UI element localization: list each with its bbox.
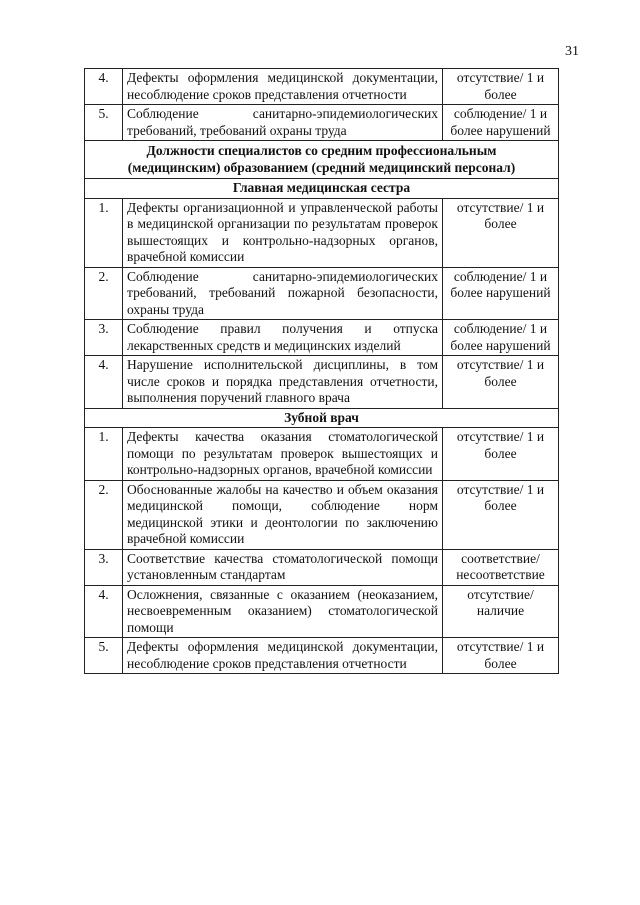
row-criterion: Дефекты оформления медицинской документации, несоблюдение сроков представления отчетности: [123, 638, 443, 674]
row-number: 1.: [85, 198, 123, 267]
subsection-heading-row: [85, 179, 559, 199]
table-row: [85, 356, 559, 409]
row-value: отсутствие/ 1 и более: [443, 638, 559, 674]
row-value: соблюдение/ 1 и более нарушений: [443, 267, 559, 320]
row-value: отсутствие/ 1 и более: [443, 428, 559, 481]
row-number: 2.: [85, 267, 123, 320]
row-criterion: Дефекты оформления медицинской документации, несоблюдение сроков представления отчетности: [123, 69, 443, 105]
table-row: [85, 549, 559, 585]
row-criterion: Дефекты организационной и управленческой работы в медицинской организации по результатам проверок вышестоящих и контрольно-надзорных органов, врачебной комиссии: [123, 198, 443, 267]
section-heading-line-2: (медицинским) образованием (средний медицинский персонал): [127, 159, 516, 175]
row-criterion: Соблюдение правил получения и отпуска лекарственных средств и медицинских изделий: [123, 320, 443, 356]
table-row: [85, 428, 559, 481]
table-row: [85, 638, 559, 674]
row-number: 2.: [85, 480, 123, 549]
row-number: 4.: [85, 585, 123, 638]
row-value: отсутствие/ наличие: [443, 585, 559, 638]
row-criterion: Соблюдение санитарно-эпидемиологических требований, требований охраны труда: [123, 105, 443, 141]
section-heading-row: [85, 141, 559, 179]
row-criterion: Дефекты качества оказания стоматологической помощи по результатам проверок вышестоящих и контрольно-надзорных органов, врачебной комиссии: [123, 428, 443, 481]
section-heading: [85, 141, 559, 179]
page-number: 31: [565, 44, 579, 59]
table-row: [85, 69, 559, 105]
table-row: [85, 320, 559, 356]
row-criterion: Осложнения, связанные с оказанием (неоказанием, несвоевременным оказанием) стоматологической помощи: [123, 585, 443, 638]
criteria-table: [84, 68, 559, 674]
subsection-title: Зубной врач: [85, 408, 559, 428]
row-value: соблюдение/ 1 и более нарушений: [443, 105, 559, 141]
section-heading-line-1: Должности специалистов со средним профессиональным: [146, 143, 497, 158]
row-criterion: Соблюдение санитарно-эпидемиологических требований, требований пожарной безопасности, охраны труда: [123, 267, 443, 320]
row-number: 3.: [85, 549, 123, 585]
subsection-title: Главная медицинская сестра: [85, 179, 559, 199]
row-number: 5.: [85, 638, 123, 674]
row-value: соблюдение/ 1 и более нарушений: [443, 320, 559, 356]
row-value: отсутствие/ 1 и более: [443, 69, 559, 105]
row-number: 4.: [85, 356, 123, 409]
table-row: [85, 105, 559, 141]
row-value: отсутствие/ 1 и более: [443, 480, 559, 549]
row-value: соответствие/ несоответствие: [443, 549, 559, 585]
row-number: 4.: [85, 69, 123, 105]
subsection-heading-row: [85, 408, 559, 428]
row-criterion: Нарушение исполнительской дисциплины, в том числе сроков и порядка представления отчетности, выполнения поручений главного врача: [123, 356, 443, 409]
table-row: [85, 267, 559, 320]
table-row: [85, 585, 559, 638]
row-number: 5.: [85, 105, 123, 141]
table-row: [85, 198, 559, 267]
table-row: [85, 480, 559, 549]
row-number: 1.: [85, 428, 123, 481]
row-criterion: Обоснованные жалобы на качество и объем оказания медицинской помощи, соблюдение норм медицинской этики и деонтологии по заключению врачебной комиссии: [123, 480, 443, 549]
row-criterion: Соответствие качества стоматологической помощи установленным стандартам: [123, 549, 443, 585]
row-value: отсутствие/ 1 и более: [443, 356, 559, 409]
row-number: 3.: [85, 320, 123, 356]
row-value: отсутствие/ 1 и более: [443, 198, 559, 267]
